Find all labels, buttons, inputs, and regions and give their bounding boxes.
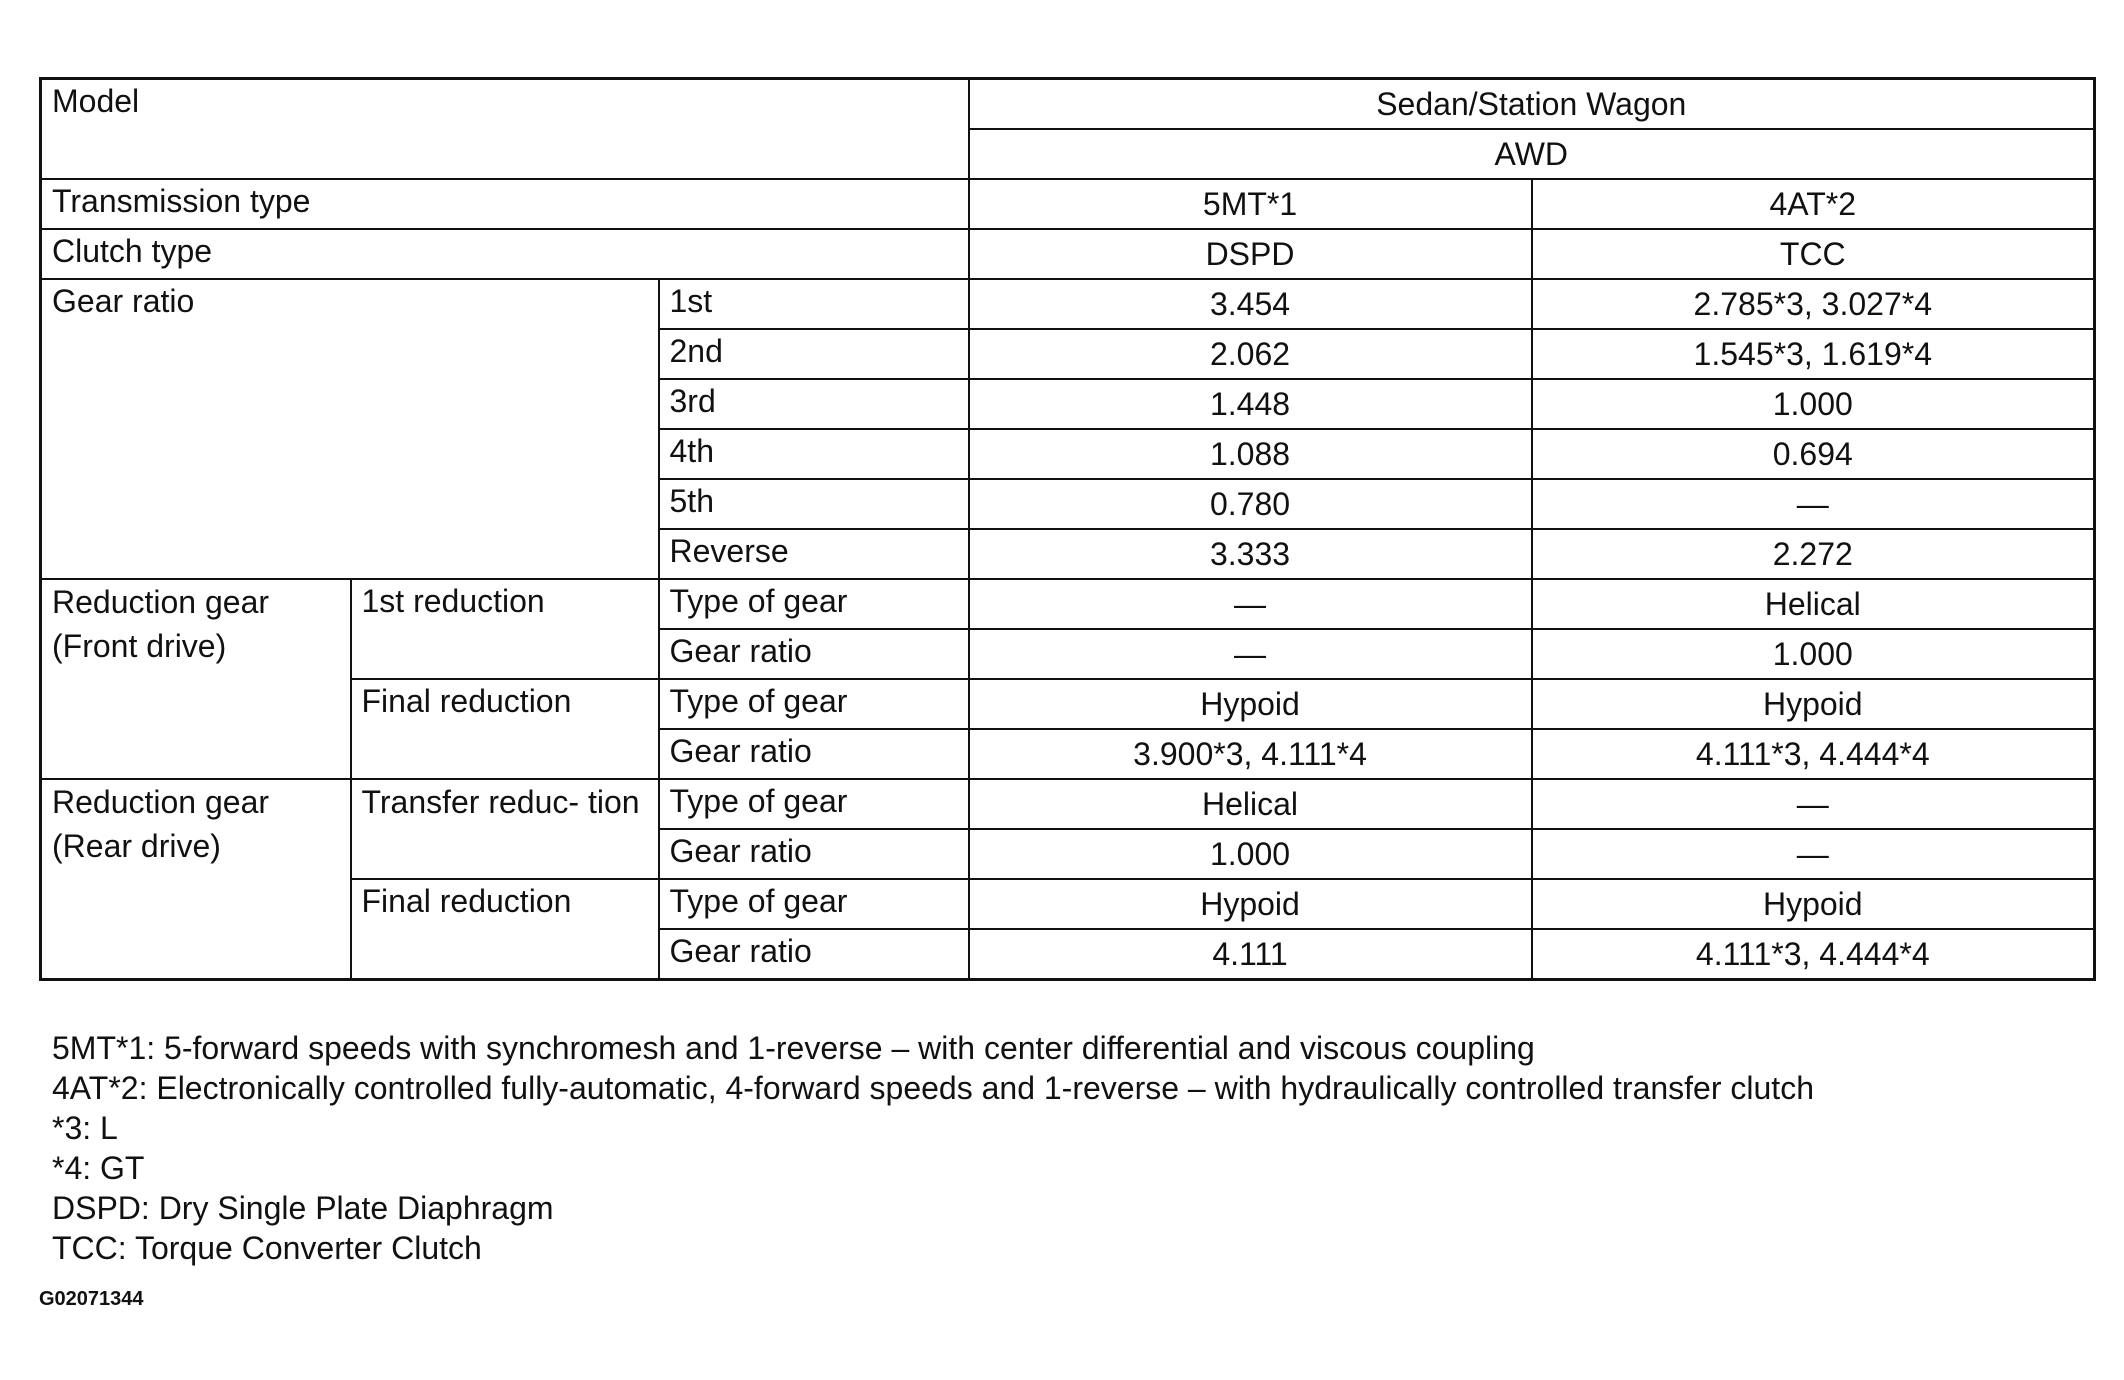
footnote-line: 5MT*1: 5-forward speeds with synchromesh and 1-reverse – with center differential and viscous coupling [52,1030,1535,1066]
rear-reduction-label: Reduction gear (Rear drive) [41,779,351,980]
gear-at-value: 1.545*3, 1.619*4 [1532,329,2095,379]
transmission-mt: 5MT*1 [969,179,1532,229]
gear-mt-value: 1.448 [969,379,1532,429]
gear-ratio-label: Gear ratio [41,279,659,579]
clutch-label: Clutch type [41,229,969,279]
reduction-at-value: — [1532,779,2095,829]
transmission-label: Transmission type [41,179,969,229]
reduction-item: Type of gear [659,779,969,829]
reduction-at-value: 4.111*3, 4.444*4 [1532,729,2095,779]
reduction-mt-value: — [969,579,1532,629]
front-first-reduction-label: 1st reduction [351,579,659,679]
footnote-line: *4: GT [52,1150,145,1186]
reduction-mt-value: 3.900*3, 4.111*4 [969,729,1532,779]
reduction-mt-value: 4.111 [969,929,1532,980]
reduction-at-value: Helical [1532,579,2095,629]
clutch-row [41,229,2095,279]
clutch-at: TCC [1532,229,2095,279]
model-row [41,79,2095,130]
clutch-mt: DSPD [969,229,1532,279]
reduction-mt-value: Hypoid [969,679,1532,729]
footnote-line: 4AT*2: Electronically controlled fully-automatic, 4-forward speeds and 1-reverse – with hydraulically controlled transfer clutch [52,1070,1814,1106]
gear-at-value: 1.000 [1532,379,2095,429]
gear-ratio-row [41,279,2095,329]
reduction-mt-value: Hypoid [969,879,1532,929]
gear-at-value: 0.694 [1532,429,2095,479]
gear-at-value: — [1532,479,2095,529]
reduction-at-value: 4.111*3, 4.444*4 [1532,929,2095,980]
front-reduction-row [41,579,2095,629]
front-final-reduction-label: Final reduction [351,679,659,779]
reduction-at-value: Hypoid [1532,679,2095,729]
gear-name: 2nd [659,329,969,379]
rear-reduction-row [41,779,2095,829]
gear-mt-value: 0.780 [969,479,1532,529]
reduction-at-value: — [1532,829,2095,879]
transmission-row [41,179,2095,229]
footnote-line: TCC: Torque Converter Clutch [52,1230,482,1266]
reduction-mt-value: 1.000 [969,829,1532,879]
reduction-item: Gear ratio [659,629,969,679]
reduction-mt-value: Helical [969,779,1532,829]
gear-name: 1st [659,279,969,329]
reduction-mt-value: — [969,629,1532,679]
reduction-item: Gear ratio [659,729,969,779]
figure-id: G02071344 [39,1288,144,1310]
footnote-line: DSPD: Dry Single Plate Diaphragm [52,1190,554,1226]
drive-value: AWD [969,129,2095,179]
gear-name: 3rd [659,379,969,429]
model-label: Model [41,79,969,180]
front-reduction-label: Reduction gear (Front drive) [41,579,351,779]
gear-name: 4th [659,429,969,479]
transmission-at: 4AT*2 [1532,179,2095,229]
gear-name: Reverse [659,529,969,579]
gear-name: 5th [659,479,969,529]
footnote-line: *3: L [52,1110,118,1146]
gear-at-value: 2.272 [1532,529,2095,579]
specification-table [39,77,2096,981]
reduction-item: Type of gear [659,879,969,929]
gear-mt-value: 3.333 [969,529,1532,579]
gear-mt-value: 3.454 [969,279,1532,329]
reduction-item: Gear ratio [659,829,969,879]
gear-at-value: 2.785*3, 3.027*4 [1532,279,2095,329]
reduction-item: Gear ratio [659,929,969,980]
reduction-item: Type of gear [659,579,969,629]
gear-mt-value: 1.088 [969,429,1532,479]
rear-final-reduction-label: Final reduction [351,879,659,980]
reduction-at-value: 1.000 [1532,629,2095,679]
reduction-at-value: Hypoid [1532,879,2095,929]
model-value: Sedan/Station Wagon [969,79,2095,130]
footnotes [52,1028,1814,1268]
gear-mt-value: 2.062 [969,329,1532,379]
rear-transfer-reduction-label: Transfer reduc- tion [351,779,659,879]
reduction-item: Type of gear [659,679,969,729]
